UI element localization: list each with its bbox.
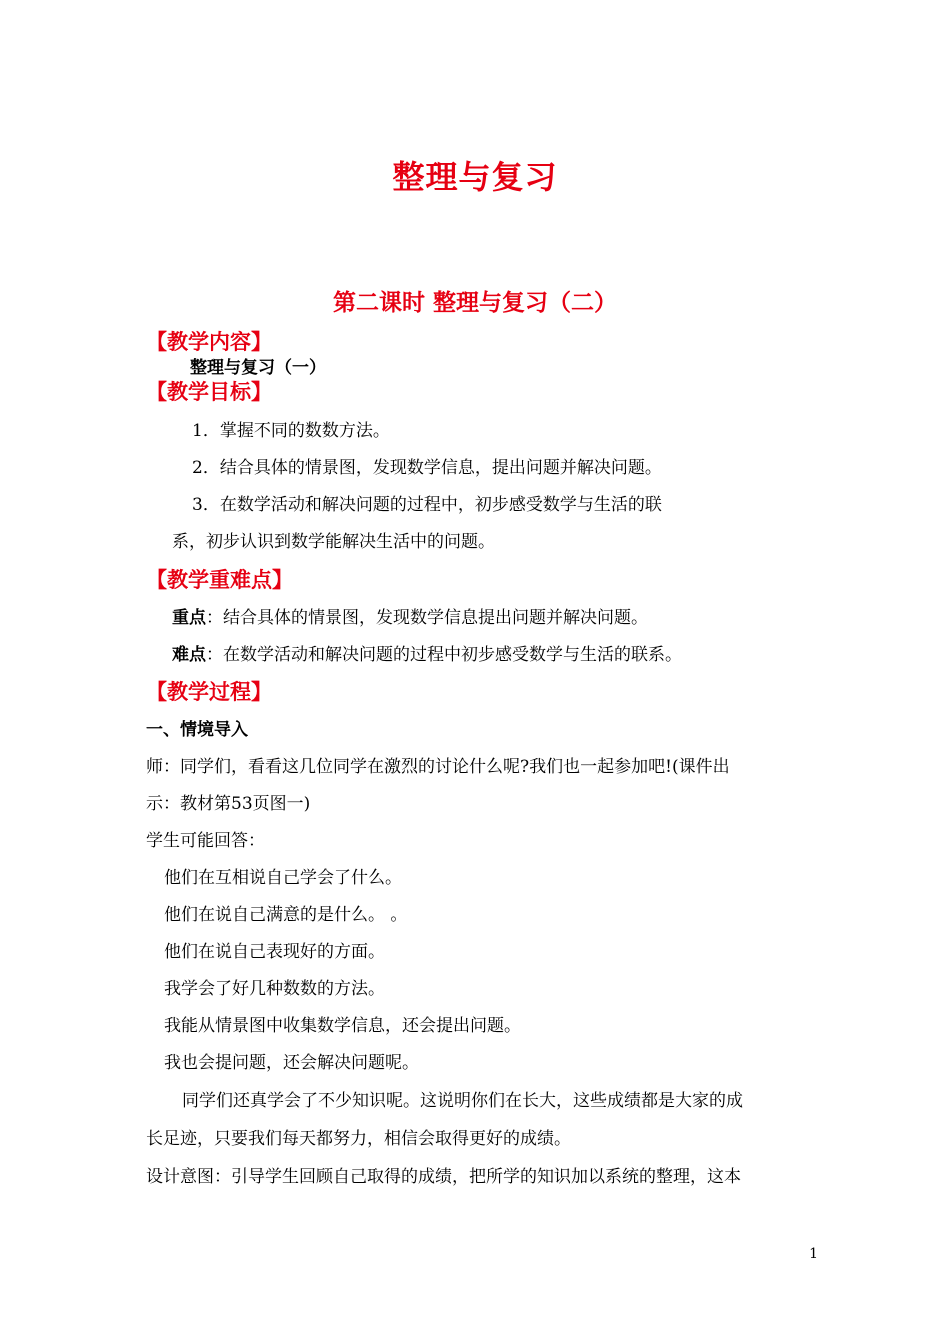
answer-3: 他们在说自己表现好的方面。 bbox=[164, 942, 385, 962]
section-teaching-goals: 【教学目标】 bbox=[146, 380, 272, 404]
answer-5: 我能从情景图中收集数学信息，还会提出问题。 bbox=[164, 1016, 521, 1036]
page-number: 1 bbox=[809, 1246, 818, 1262]
answer-6: 我也会提问题，还会解决问题呢。 bbox=[164, 1053, 419, 1073]
answer-4: 我学会了好几种数数的方法。 bbox=[164, 979, 385, 999]
answer-2: 他们在说自己满意的是什么。 。 bbox=[164, 905, 408, 925]
section-key-difficult-points: 【教学重难点】 bbox=[146, 568, 293, 592]
key-point-label: 重点 bbox=[172, 608, 206, 628]
section-teaching-content: 【教学内容】 bbox=[146, 330, 272, 354]
lesson-subtitle: 第二课时 整理与复习（二） bbox=[332, 290, 617, 316]
key-point bbox=[172, 603, 648, 628]
teaching-content-text: 整理与复习（一） bbox=[190, 358, 326, 378]
answers-intro: 学生可能回答： bbox=[146, 831, 265, 851]
key-point-text: ：结合具体的情景图，发现数学信息提出问题并解决问题。 bbox=[206, 608, 648, 628]
document-title: 整理与复习 bbox=[392, 158, 558, 196]
difficult-point-text: ：在数学活动和解决问题的过程中初步感受数学与生活的联系。 bbox=[206, 645, 682, 665]
teacher-line-1: 师：同学们，看看这几位同学在激烈的讨论什么呢?我们也一起参加吧!(课件出 bbox=[146, 757, 730, 777]
step-1-heading: 一、情境导入 bbox=[146, 720, 248, 740]
goal-item-3: 3．在数学活动和解决问题的过程中，初步感受数学与生活的联 bbox=[192, 495, 662, 515]
section-teaching-process: 【教学过程】 bbox=[146, 680, 272, 704]
difficult-point bbox=[172, 640, 682, 665]
answer-1: 他们在互相说自己学会了什么。 bbox=[164, 868, 402, 888]
summary-line-2: 长足迹，只要我们每天都努力，相信会取得更好的成绩。 bbox=[146, 1129, 571, 1149]
goal-item-3-continued: 系，初步认识到数学能解决生活中的问题。 bbox=[172, 532, 495, 552]
goal-item-1: 1．掌握不同的数数方法。 bbox=[192, 421, 390, 441]
difficult-point-label: 难点 bbox=[172, 645, 206, 665]
design-intent-line: 设计意图：引导学生回顾自己取得的成绩，把所学的知识加以系统的整理，这本 bbox=[146, 1167, 741, 1187]
teacher-line-2: 示：教材第53页图一) bbox=[146, 794, 311, 814]
summary-line-1: 同学们还真学会了不少知识呢。这说明你们在长大，这些成绩都是大家的成 bbox=[182, 1091, 743, 1111]
goal-item-2: 2．结合具体的情景图，发现数学信息，提出问题并解决问题。 bbox=[192, 458, 662, 478]
